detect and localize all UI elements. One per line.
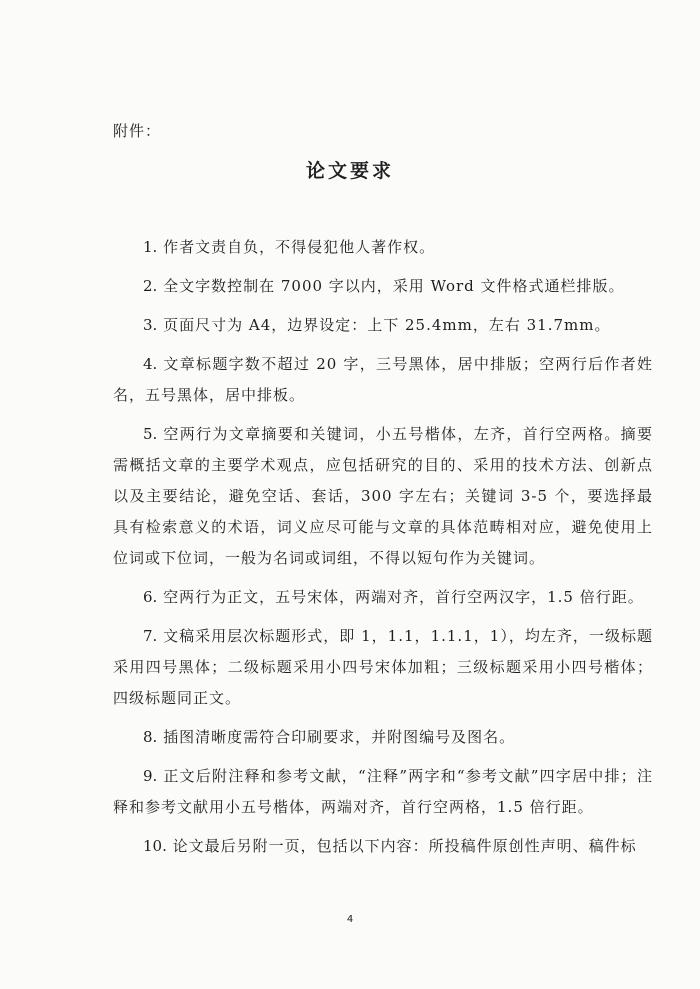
item-number: 10. [143, 837, 167, 855]
page-title: 论文要求 [305, 160, 394, 182]
requirements-list [113, 232, 653, 870]
attachment-label: 附件： [113, 122, 162, 140]
item-number: 1. [143, 238, 158, 256]
list-item [113, 621, 653, 714]
item-text: 文章标题字数不超过 20 字，三号黑体，居中排版；空两行后作者姓名，五号黑体，居中排板。 [113, 355, 653, 404]
item-text: 页面尺寸为 A4，边界设定：上下 25.4mm，左右 31.7mm。 [163, 316, 611, 334]
item-number: 5. [143, 425, 158, 443]
list-item [113, 232, 653, 263]
item-text: 空两行为正文，五号宋体，两端对齐，首行空两汉字，1.5 倍行距。 [163, 588, 644, 606]
item-text: 插图清晰度需符合印刷要求，并附图编号及图名。 [163, 728, 516, 746]
item-number: 4. [143, 355, 158, 373]
item-text: 作者文责自负，不得侵犯他人著作权。 [163, 238, 436, 256]
item-text: 文稿采用层次标题形式，即 1，1.1，1.1.1，1），均左齐，一级标题采用四号黑体；二级标题采用小四号宋体加粗；三级标题采用小四号楷体；四级标题同正文。 [113, 627, 653, 707]
item-text: 论文最后另附一页，包括以下内容：所投稿件原创性声明、稿件标 [172, 837, 637, 855]
list-item [113, 582, 653, 613]
list-item [113, 831, 653, 862]
item-number: 6. [143, 588, 158, 606]
item-number: 3. [143, 316, 158, 334]
page-number: 4 [346, 914, 354, 925]
item-number: 2. [143, 277, 158, 295]
item-text: 全文字数控制在 7000 字以内，采用 Word 文件格式通栏排版。 [163, 277, 625, 295]
list-item [113, 761, 653, 823]
list-item [113, 271, 653, 302]
list-item [113, 419, 653, 574]
item-text: 空两行为文章摘要和关键词，小五号楷体，左齐，首行空两格。摘要需概括文章的主要学术观点，应包括研究的目的、采用的技术方法、创新点以及主要结论，避免空话、套话，300 字左右；关键词 3-5 个，要选择最具有检索意义的术语，词义应尽可能与文章的具体范畴相对应，避免使用上位词或下位词，一般为名词或词组，不得以短句作为关键词。 [113, 425, 653, 567]
item-number: 7. [143, 627, 158, 645]
list-item [113, 722, 653, 753]
item-text: 正文后附注释和参考文献，“注释”两字和“参考文献”四字居中排；注释和参考文献用小五号楷体，两端对齐，首行空两格，1.5 倍行距。 [113, 767, 653, 816]
list-item [113, 310, 653, 341]
item-number: 9. [143, 767, 158, 785]
list-item [113, 349, 653, 411]
item-number: 8. [143, 728, 158, 746]
